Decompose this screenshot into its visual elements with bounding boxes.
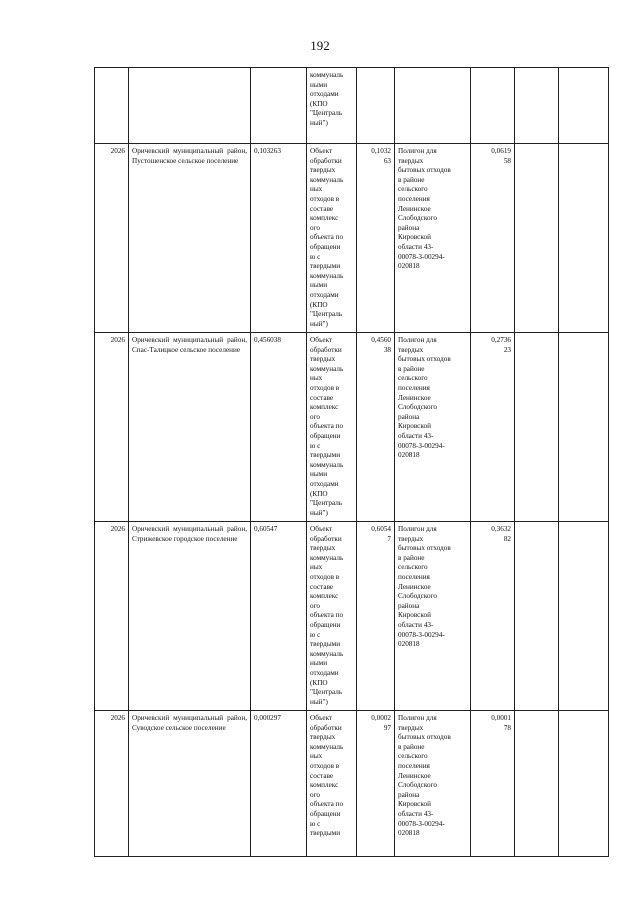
- processing-object-cell: коммуналь ными отходами (КПО "Централь ный"): [307, 68, 357, 144]
- year-cell: 2026: [95, 333, 129, 522]
- value2-cell: 0,0002 97: [357, 711, 395, 857]
- year-cell: 2026: [95, 144, 129, 333]
- value3-cell: 0,2736 23: [471, 333, 515, 522]
- empty-cell: [515, 711, 559, 857]
- empty-cell: [515, 144, 559, 333]
- empty-cell: [515, 68, 559, 144]
- empty-cell: [515, 522, 559, 711]
- landfill-cell: Полигон для твердых бытовых отходов в районе сельского поселения Ленинское Слободского района Кировской области 43- 00078-З-00294- 020818: [395, 333, 471, 522]
- document-table: [94, 67, 609, 857]
- value1-cell: 0,000297: [251, 711, 307, 857]
- empty-cell: [559, 68, 609, 144]
- processing-object-cell: Объект обработки твердых коммуналь ных отходов в составе комплекс ого объекта по обращени ю с твердыми коммуналь ными отходами (КПО "Централь ный"): [307, 144, 357, 333]
- value3-cell: 0,0001 78: [471, 711, 515, 857]
- table-row: [95, 144, 609, 333]
- value1-cell: 0,103263: [251, 144, 307, 333]
- year-cell: [95, 68, 129, 144]
- value3-cell: [471, 68, 515, 144]
- value1-cell: [251, 68, 307, 144]
- processing-object-cell: Объект обработки твердых коммуналь ных отходов в составе комплекс ого объекта по обращени ю с твердыми: [307, 711, 357, 857]
- year-cell: 2026: [95, 522, 129, 711]
- empty-cell: [559, 144, 609, 333]
- municipality-cell: Оричевский муниципальный район, Суводское сельское поселение: [129, 711, 251, 857]
- table-row: [95, 68, 609, 144]
- value3-cell: 0,0619 58: [471, 144, 515, 333]
- table-row: [95, 522, 609, 711]
- table-row: [95, 333, 609, 522]
- municipality-cell: Оричевский муниципальный район, Пустошенское сельское поселение: [129, 144, 251, 333]
- year-cell: 2026: [95, 711, 129, 857]
- municipality-cell: [129, 68, 251, 144]
- empty-cell: [515, 333, 559, 522]
- empty-cell: [559, 333, 609, 522]
- processing-object-cell: Объект обработки твердых коммуналь ных отходов в составе комплекс ого объекта по обращени ю с твердыми коммуналь ными отходами (КПО "Централь ный"): [307, 333, 357, 522]
- value2-cell: 0,1032 63: [357, 144, 395, 333]
- value1-cell: 0,60547: [251, 522, 307, 711]
- landfill-cell: Полигон для твердых бытовых отходов в районе сельского поселения Ленинское Слободского района Кировской области 43- 00078-З-00294- 020818: [395, 711, 471, 857]
- value2-cell: [357, 68, 395, 144]
- landfill-cell: Полигон для твердых бытовых отходов в районе сельского поселения Ленинское Слободского района Кировской области 43- 00078-З-00294- 020818: [395, 144, 471, 333]
- empty-cell: [559, 522, 609, 711]
- table-row: [95, 711, 609, 857]
- value2-cell: 0,4560 38: [357, 333, 395, 522]
- page-number: 192: [310, 38, 330, 53]
- value1-cell: 0,456038: [251, 333, 307, 522]
- landfill-cell: Полигон для твердых бытовых отходов в районе сельского поселения Ленинское Слободского района Кировской области 43- 00078-З-00294- 020818: [395, 522, 471, 711]
- empty-cell: [559, 711, 609, 857]
- landfill-cell: [395, 68, 471, 144]
- value2-cell: 0,6054 7: [357, 522, 395, 711]
- processing-object-cell: Объект обработки твердых коммуналь ных отходов в составе комплекс ого объекта по обращени ю с твердыми коммуналь ными отходами (КПО "Централь ный"): [307, 522, 357, 711]
- municipality-cell: Оричевский муниципальный район, Спас-Талицкое сельское поселение: [129, 333, 251, 522]
- municipality-cell: Оричевский муниципальный район, Стрижевское городское поселение: [129, 522, 251, 711]
- value3-cell: 0,3632 82: [471, 522, 515, 711]
